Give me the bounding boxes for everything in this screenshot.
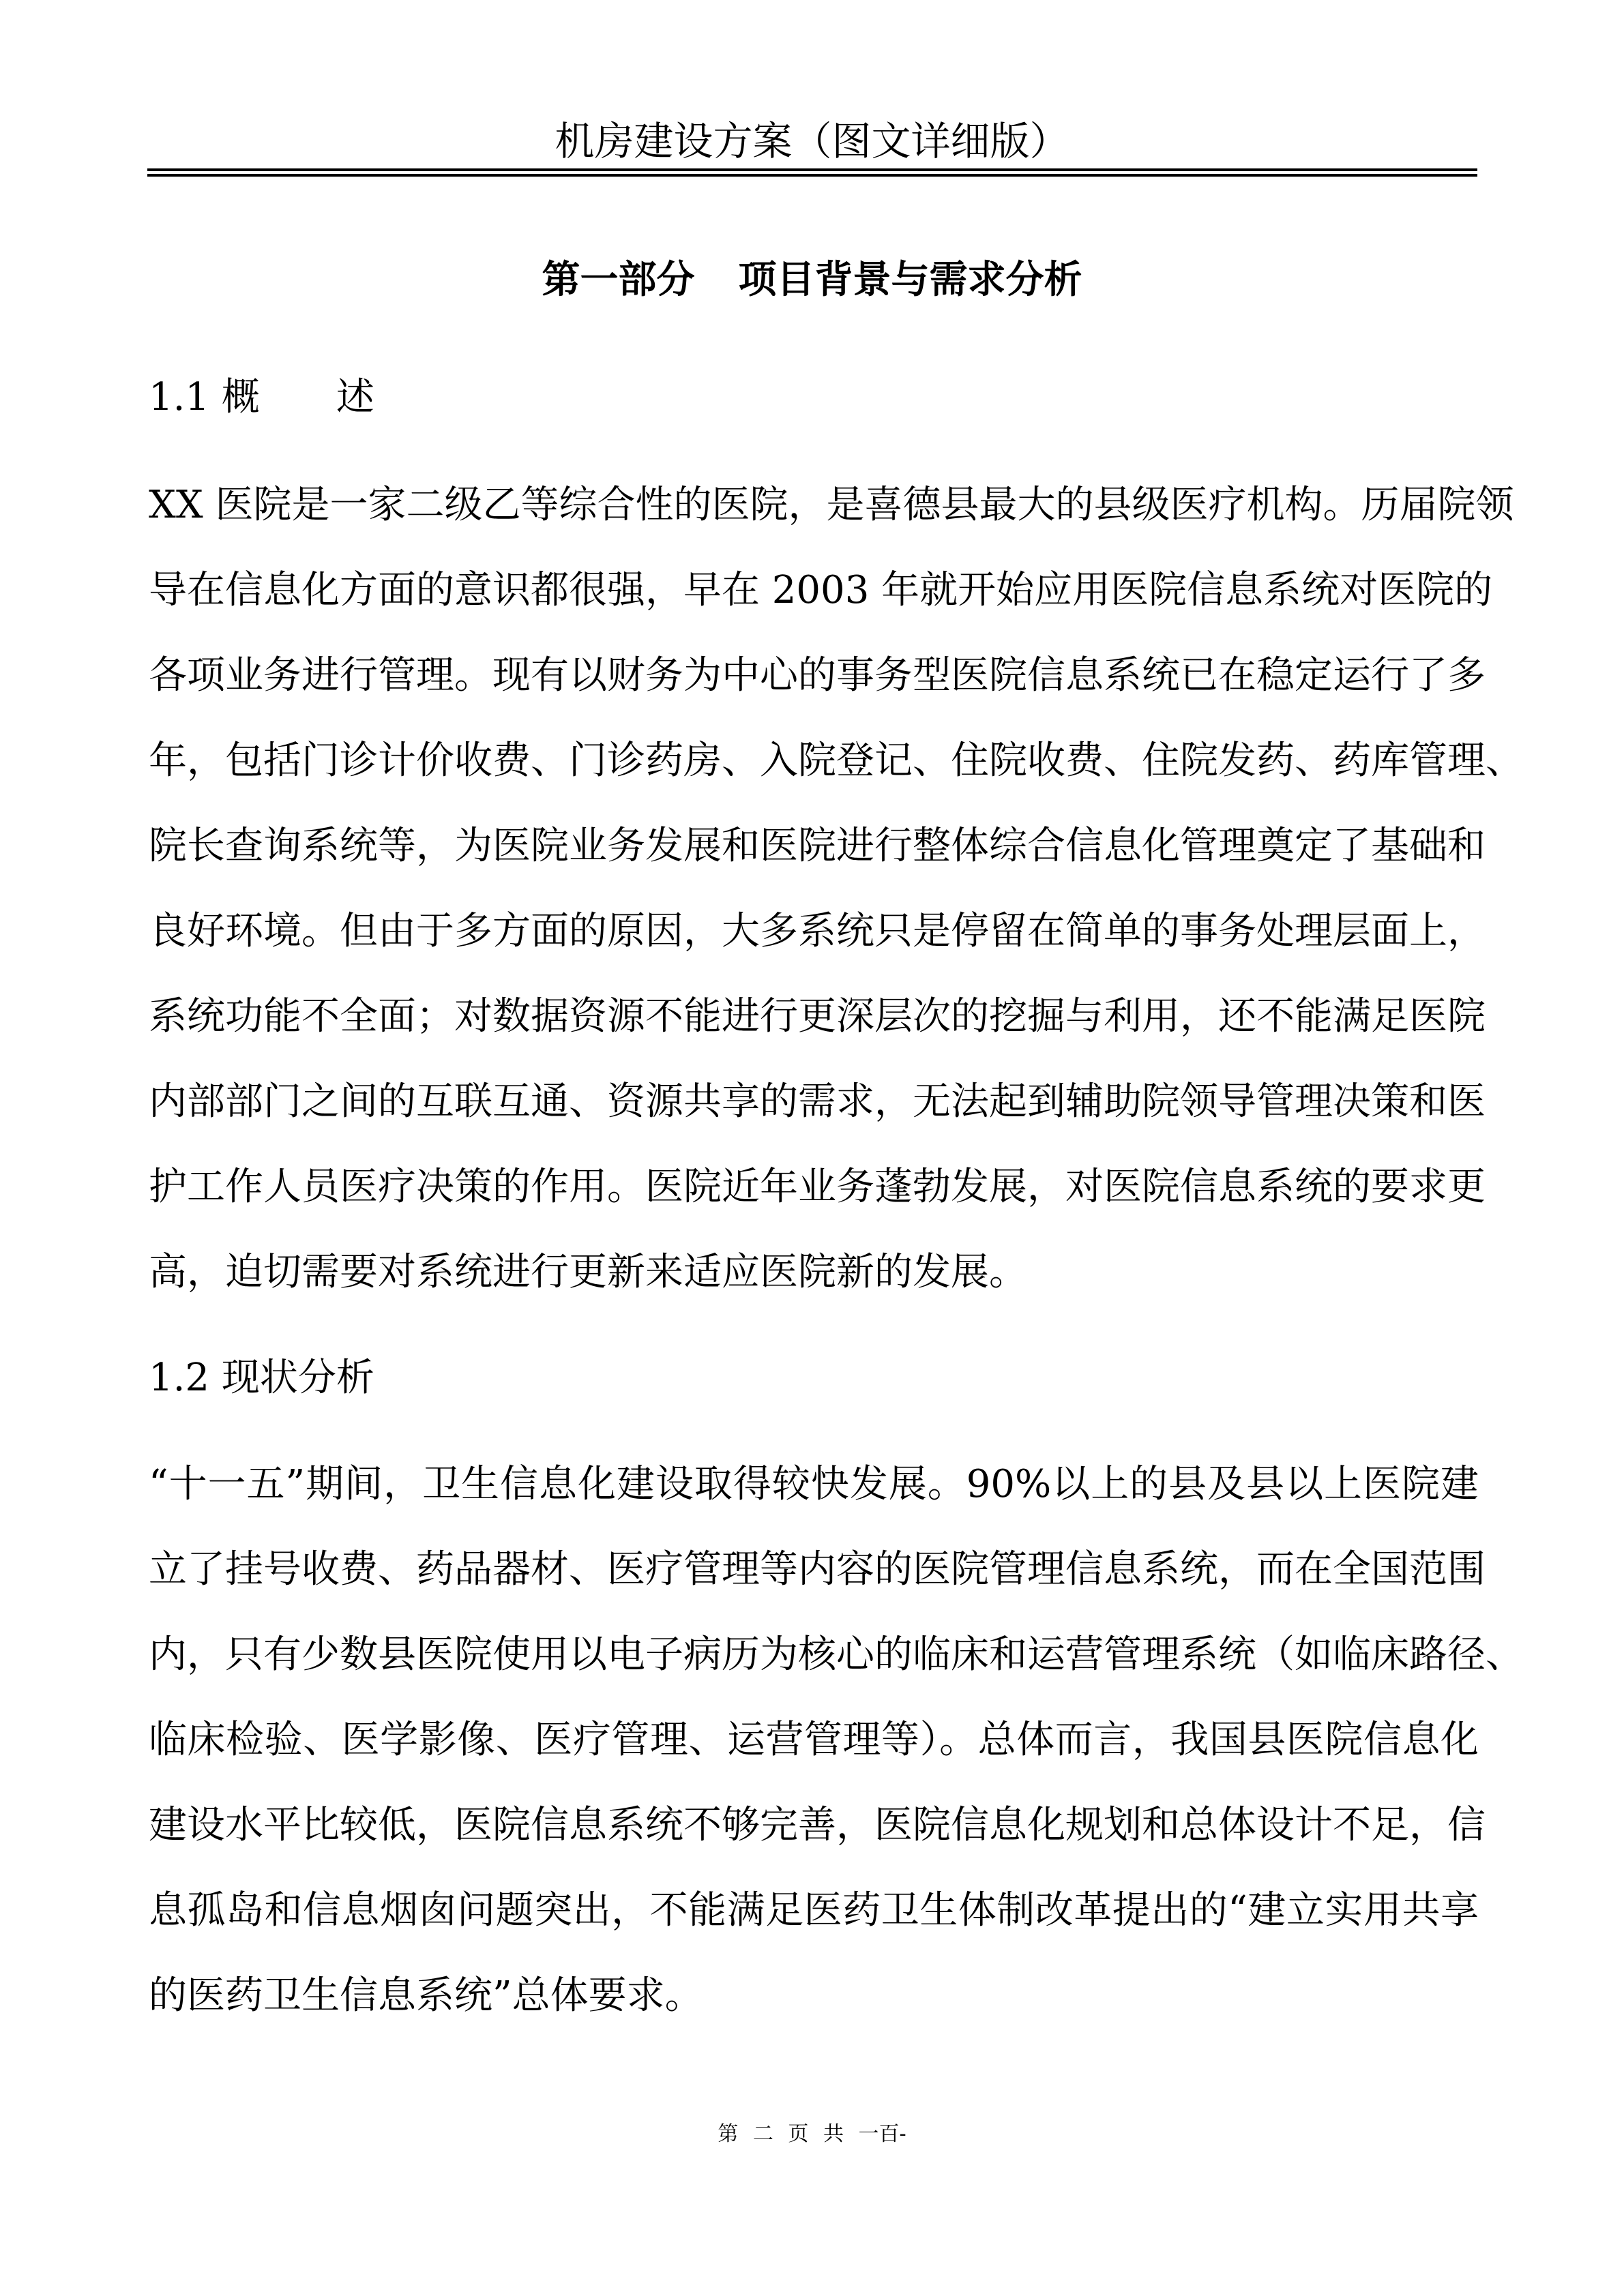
paragraph-line: 系统功能不全面；对数据资源不能进行更深层次的挖掘与利用，还不能满足医院 (149, 994, 1486, 1039)
section-heading-overview: 1.1 概 述 (149, 375, 374, 419)
paragraph-line: 建设水平比较低，医院信息系统不够完善，医院信息化规划和总体设计不足，信 (149, 1803, 1486, 1847)
paragraph-line: 临床检验、医学影像、医疗管理、运营管理等）。总体而言，我国县医院信息化 (149, 1718, 1479, 1762)
paragraph-overview (149, 462, 1524, 1315)
paragraph-line: 立了挂号收费、药品器材、医疗管理等内容的医院管理信息系统，而在全国范围 (149, 1547, 1486, 1592)
page-header-title: 机房建设方案（图文详细版） (555, 118, 1069, 164)
paragraph-line: 内部部门之间的互联互通、资源共享的需求，无法起到辅助院领导管理决策和医 (149, 1079, 1486, 1124)
paragraph-line: 良好环境。但由于多方面的原因，大多系统只是停留在简单的事务处理层面上， (149, 909, 1486, 953)
part-heading (0, 256, 1624, 304)
page-footer: 第 二 页 共 一百- (718, 2122, 906, 2146)
header-rule-bottom (147, 174, 1477, 177)
paragraph-line: 的医药卫生信息系统”总体要求。 (149, 1973, 703, 2018)
paragraph-status-analysis (149, 1442, 1524, 2038)
part-title: 项目背景与需求分析 (738, 258, 1082, 302)
paragraph-line: 息孤岛和信息烟囱问题突出，不能满足医药卫生体制改革提出的“建立实用共享 (149, 1888, 1479, 1933)
paragraph-line: 高，迫切需要对系统进行更新来适应医院新的发展。 (149, 1250, 1027, 1294)
section-heading-status-analysis: 1.2 现状分析 (149, 1356, 374, 1400)
paragraph-line: 内，只有少数县医院使用以电子病历为核心的临床和运营管理系统（如临床路径、 (149, 1632, 1524, 1677)
paragraph-line: “十一五”期间，卫生信息化建设取得较快发展。90%以上的县及县以上医院建 (149, 1462, 1479, 1506)
paragraph-line: 护工作人员医疗决策的作用。医院近年业务蓬勃发展，对医院信息系统的要求更 (149, 1165, 1486, 1209)
part-number: 第一部分 (542, 258, 695, 302)
paragraph-line: 导在信息化方面的意识都很强，早在 2003 年就开始应用医院信息系统对医院的 (149, 568, 1493, 612)
header-rule-top (147, 168, 1477, 171)
paragraph-line: 年，包括门诊计价收费、门诊药房、入院登记、住院收费、住院发药、药库管理、 (149, 739, 1524, 783)
paragraph-line: 院长查询系统等，为医院业务发展和医院进行整体综合信息化管理奠定了基础和 (149, 824, 1486, 868)
paragraph-line: XX 医院是一家二级乙等综合性的医院，是喜德县最大的县级医疗机构。历届院领 (149, 483, 1514, 527)
paragraph-line: 各项业务进行管理。现有以财务为中心的事务型医院信息系统已在稳定运行了多 (149, 653, 1486, 698)
